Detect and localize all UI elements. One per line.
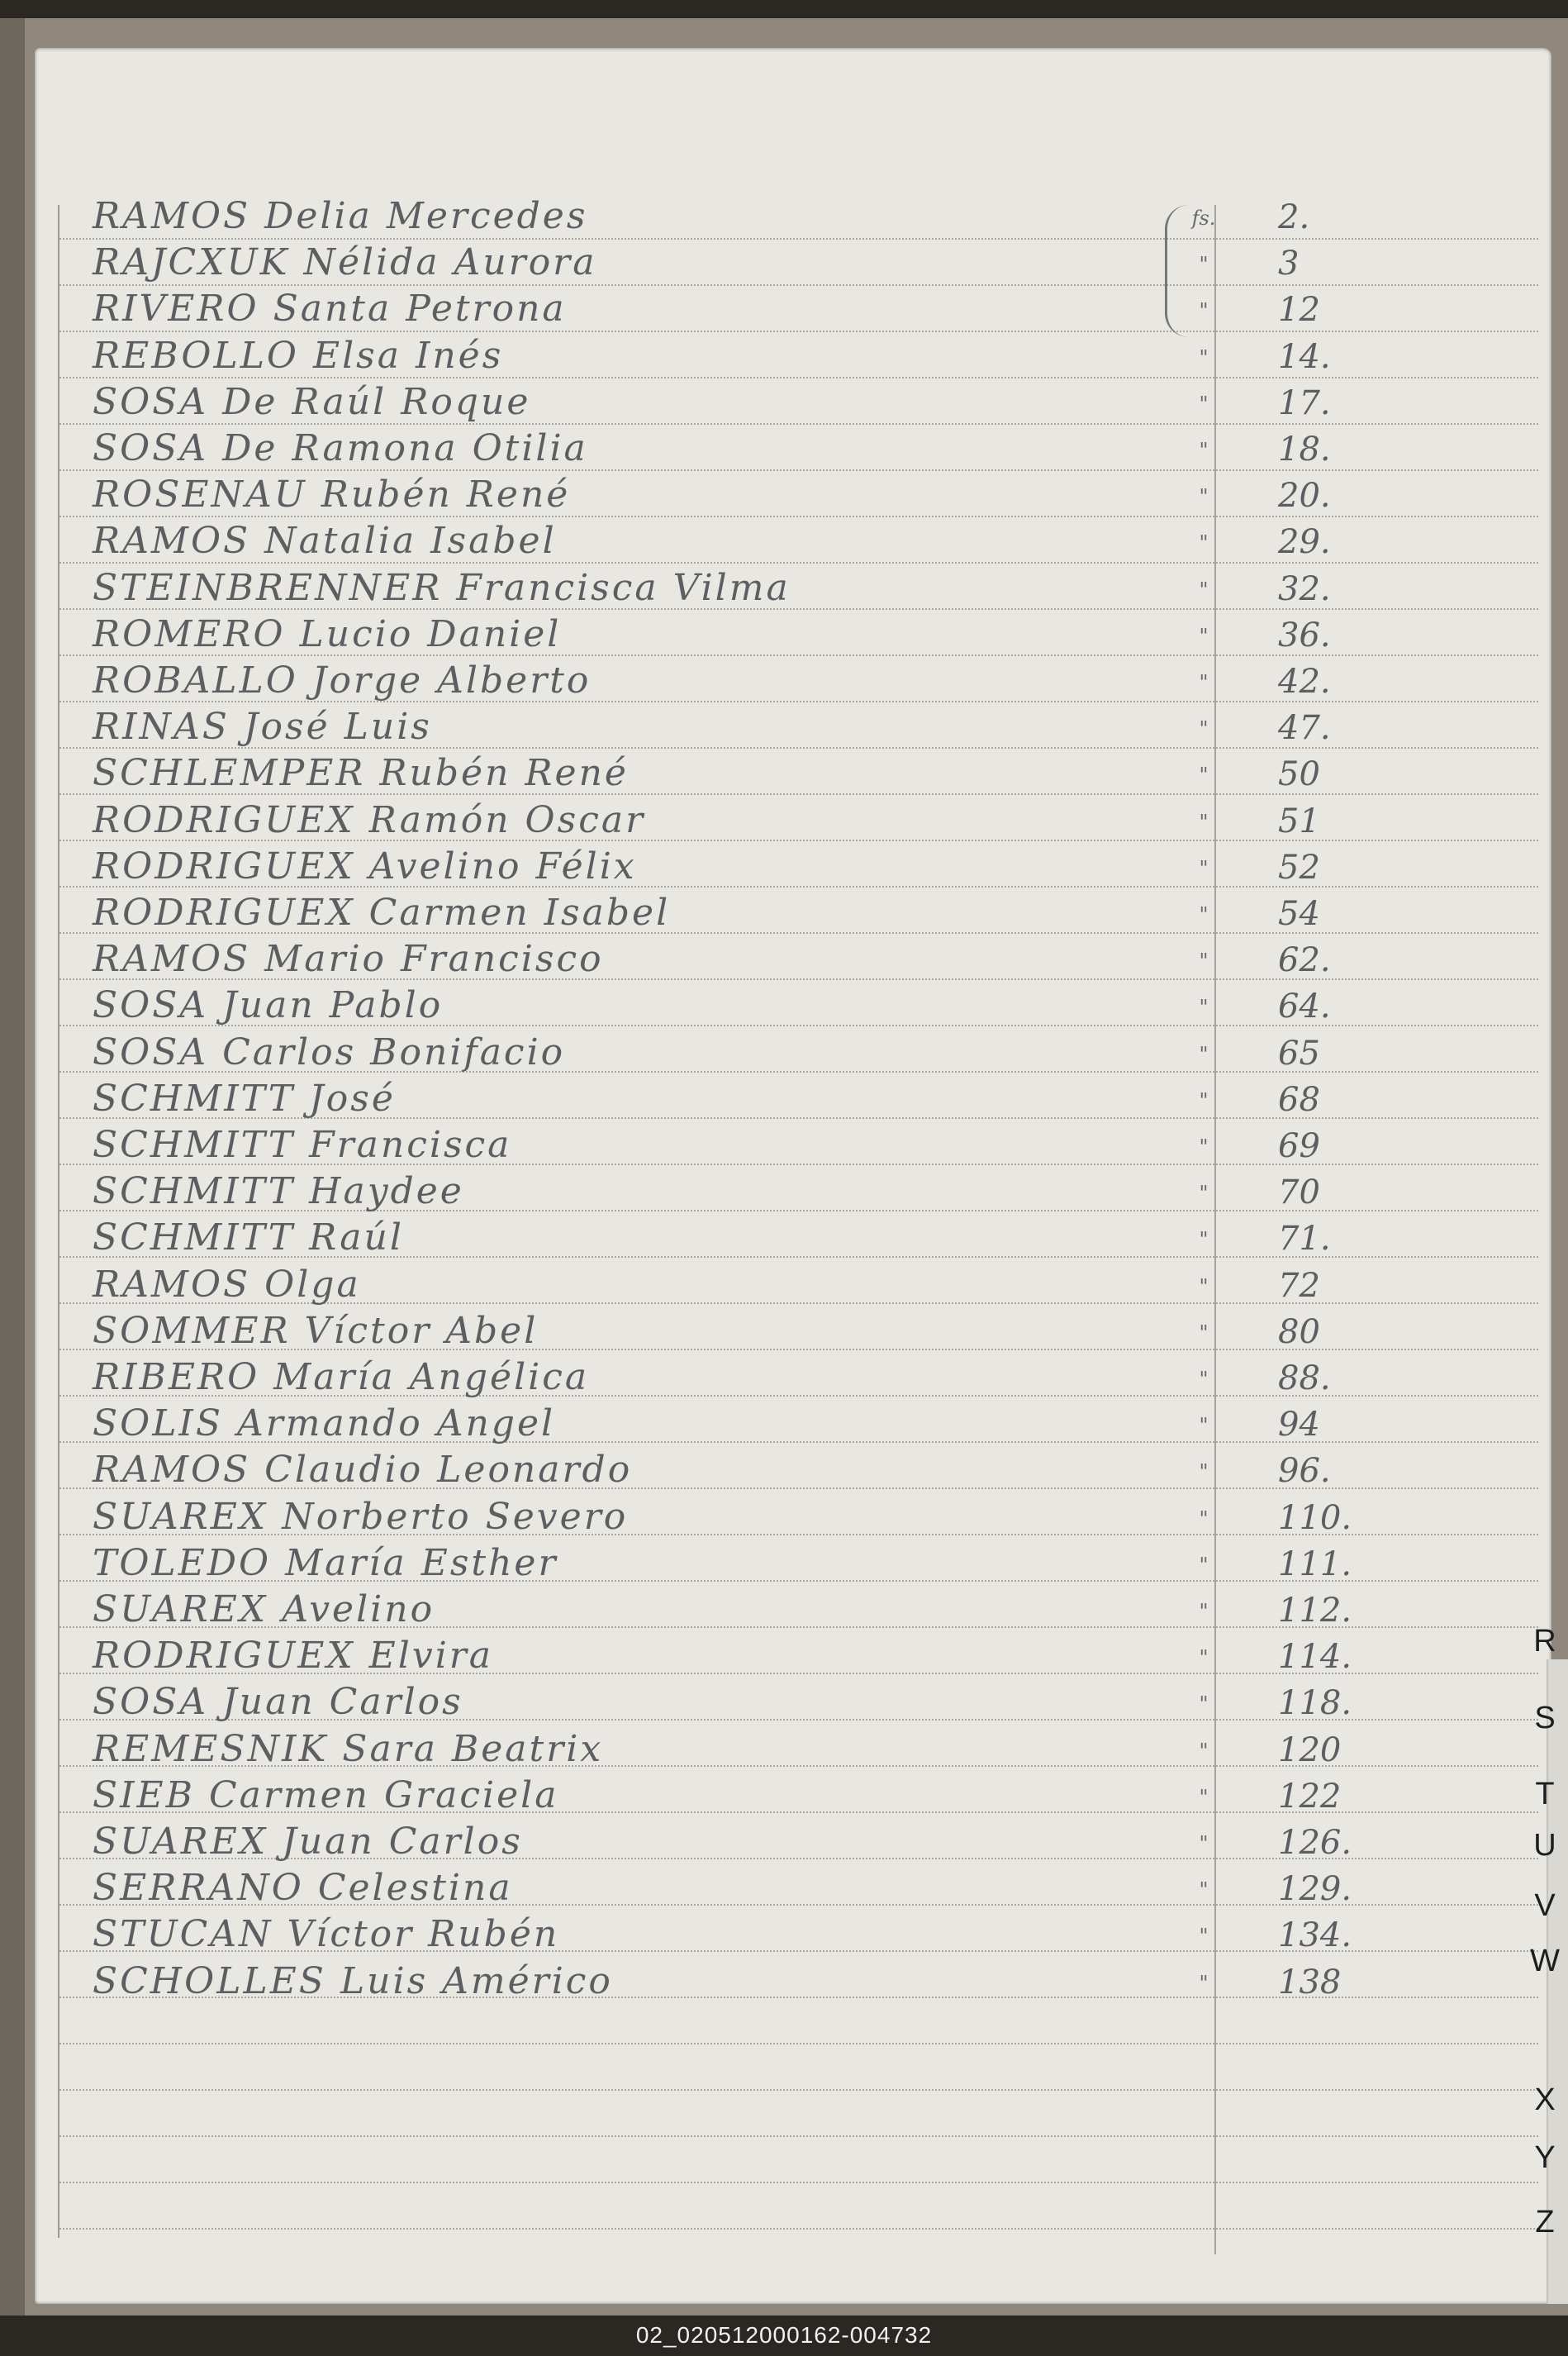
ruled-line (59, 423, 1538, 425)
entry-name: SERRANO Celestina (93, 1867, 513, 1910)
entry-name: RODRIGUEX Elvira (93, 1635, 494, 1678)
entry-folio-mark: " (1199, 1553, 1209, 1577)
entry-folio-mark: " (1199, 392, 1209, 416)
entry-folio-mark: " (1199, 1832, 1209, 1855)
entry-folio-mark: " (1199, 856, 1209, 880)
entry-name: RODRIGUEX Avelino Félix (93, 845, 637, 888)
index-letter-s[interactable]: S (1534, 1701, 1556, 1735)
entry-name: REMESNIK Sara Beatrix (93, 1727, 604, 1770)
ruled-line (59, 2182, 1538, 2183)
entry-folio-number: 112. (1278, 1592, 1352, 1630)
ruled-line (59, 2135, 1538, 2137)
ruled-line (59, 331, 1538, 332)
entry-folio-number: 80 (1278, 1312, 1320, 1351)
entry-folio-mark: " (1199, 578, 1209, 602)
entry-folio-mark: " (1199, 253, 1209, 277)
entry-name: RODRIGUEX Carmen Isabel (93, 892, 671, 934)
entry-folio-mark: " (1199, 671, 1209, 694)
entry-name: ROBALLO Jorge Alberto (93, 659, 592, 702)
entry-folio-mark: " (1199, 485, 1209, 509)
entry-folio-mark: " (1199, 1460, 1209, 1484)
entry-folio-number: 32. (1278, 569, 1331, 608)
index-letter-r[interactable]: R (1533, 1624, 1556, 1659)
entry-folio-number: 36. (1278, 616, 1331, 654)
margin-line (58, 205, 59, 2238)
index-letter-x[interactable]: X (1534, 2082, 1556, 2117)
entry-name: STEINBRENNER Francisca Vilma (93, 566, 791, 609)
entry-name: RAMOS Olga (93, 1263, 361, 1306)
ruled-line (59, 2043, 1538, 2044)
entry-folio-mark: fs. (1191, 207, 1216, 230)
entry-name: SOSA Juan Pablo (93, 984, 444, 1027)
entry-folio-mark: " (1199, 717, 1209, 741)
entry-name: RAMOS Claudio Leonardo (93, 1449, 633, 1492)
entry-folio-mark: " (1199, 1785, 1209, 1809)
entry-folio-number: 65 (1278, 1034, 1320, 1073)
entry-folio-number: 50 (1278, 755, 1320, 794)
entry-folio-number: 52 (1278, 848, 1320, 887)
entry-folio-number: 17. (1278, 383, 1331, 422)
entry-folio-mark: " (1199, 996, 1209, 1020)
entry-name: STUCAN Víctor Rubén (93, 1913, 560, 1956)
index-letter-t[interactable]: T (1535, 1777, 1555, 1811)
entry-folio-mark: " (1199, 810, 1209, 834)
ledger-page (35, 48, 1551, 2304)
ruled-line (59, 377, 1538, 378)
entry-folio-number: 138 (1278, 1963, 1342, 2001)
entry-folio-mark: " (1199, 1182, 1209, 1206)
entry-folio-mark: " (1199, 1414, 1209, 1438)
entry-folio-mark: " (1199, 1228, 1209, 1252)
entry-name: RIBERO María Angélica (93, 1356, 590, 1398)
entry-folio-mark: " (1199, 1971, 1209, 1995)
index-letter-w[interactable]: W (1530, 1944, 1560, 1978)
entry-folio-number: 88. (1278, 1359, 1331, 1397)
entry-folio-mark: " (1199, 1135, 1209, 1159)
entry-folio-mark: " (1199, 1042, 1209, 1066)
entry-folio-number: 12 (1278, 291, 1320, 330)
entry-folio-mark: " (1199, 1878, 1209, 1902)
entry-folio-number: 134. (1278, 1916, 1352, 1955)
entry-name: ROMERO Lucio Daniel (93, 612, 562, 655)
entry-folio-number: 114. (1278, 1638, 1352, 1677)
entry-folio-mark: " (1199, 1274, 1209, 1298)
entry-folio-mark: " (1199, 624, 1209, 648)
entry-folio-number: 94 (1278, 1406, 1320, 1445)
entry-name: SOMMER Víctor Abel (93, 1309, 539, 1352)
entry-folio-number: 42. (1278, 663, 1331, 701)
entry-folio-number: 120 (1278, 1730, 1342, 1769)
entry-folio-mark: " (1199, 439, 1209, 462)
entry-folio-mark: " (1199, 1692, 1209, 1716)
entry-name: RAJCXUK Nélida Aurora (93, 241, 597, 284)
entry-folio-number: 20. (1278, 477, 1331, 516)
entry-name: RODRIGUEX Ramón Oscar (93, 798, 646, 841)
entry-name: ROSENAU Rubén René (93, 474, 571, 516)
entry-folio-number: 68 (1278, 1080, 1320, 1119)
entry-name: SCHMITT Francisca (93, 1124, 512, 1166)
entry-folio-number: 126. (1278, 1824, 1352, 1862)
entry-name: REBOLLO Elsa Inés (93, 334, 504, 377)
entry-name: RIVERO Santa Petrona (93, 288, 567, 331)
entry-name: SOSA Juan Carlos (93, 1681, 463, 1724)
entry-folio-mark: " (1199, 531, 1209, 555)
entry-name: SIEB Carmen Graciela (93, 1773, 559, 1816)
entry-folio-mark: " (1199, 299, 1209, 323)
entry-folio-mark: " (1199, 1646, 1209, 1670)
ruled-line (59, 2089, 1538, 2091)
ruled-line (59, 516, 1538, 517)
entry-name: SOSA De Raúl Roque (93, 380, 531, 423)
entry-folio-number: 70 (1278, 1173, 1320, 1212)
entry-folio-number: 111. (1278, 1544, 1352, 1583)
entry-name: SOSA Carlos Bonifacio (93, 1030, 566, 1073)
entry-folio-mark: " (1199, 1925, 1209, 1949)
entry-name: TOLEDO María Esther (93, 1541, 558, 1584)
entry-folio-number: 51 (1278, 802, 1320, 840)
ruled-line (59, 469, 1538, 471)
entry-name: RAMOS Mario Francisco (93, 938, 604, 981)
entry-folio-number: 69 (1278, 1127, 1320, 1165)
entry-folio-mark: " (1199, 1506, 1209, 1530)
entry-name: SCHMITT Raúl (93, 1216, 404, 1259)
entry-folio-mark: " (1199, 764, 1209, 788)
entry-name: SUAREX Avelino (93, 1588, 435, 1630)
entry-folio-number: 14. (1278, 337, 1331, 376)
entry-name: SUAREX Norberto Severo (93, 1495, 629, 1538)
entry-name: SOSA De Ramona Otilia (93, 427, 588, 469)
entry-folio-mark: " (1199, 1739, 1209, 1763)
entry-folio-number: 64. (1278, 988, 1331, 1026)
entry-folio-number: 72 (1278, 1266, 1320, 1305)
index-letter-u[interactable]: U (1533, 1828, 1556, 1863)
index-letter-y[interactable]: Y (1534, 2140, 1556, 2175)
entry-folio-number: 96. (1278, 1452, 1331, 1491)
entry-folio-number: 71. (1278, 1220, 1331, 1259)
entry-folio-number: 54 (1278, 895, 1320, 933)
ruled-line (59, 284, 1538, 286)
entry-folio-number: 118. (1278, 1684, 1352, 1723)
entry-folio-number: 29. (1278, 523, 1331, 562)
entry-folio-mark: " (1199, 345, 1209, 369)
entry-folio-mark: " (1199, 1321, 1209, 1345)
entry-folio-number: 110. (1278, 1498, 1352, 1537)
entry-folio-number: 3 (1278, 245, 1300, 283)
entry-name: SCHMITT Haydee (93, 1170, 464, 1213)
entry-folio-mark: " (1199, 903, 1209, 926)
entry-folio-number: 122 (1278, 1777, 1342, 1816)
entry-name: RAMOS Natalia Isabel (93, 520, 557, 563)
entry-folio-number: 2. (1278, 198, 1310, 236)
index-letter-v[interactable]: V (1534, 1888, 1556, 1923)
entry-name: SUAREX Juan Carlos (93, 1821, 523, 1863)
entry-folio-number: 47. (1278, 709, 1331, 748)
entry-folio-number: 18. (1278, 431, 1331, 469)
entry-name: SCHLEMPER Rubén René (93, 752, 629, 795)
entry-folio-mark: " (1199, 1368, 1209, 1391)
entry-folio-mark: " (1199, 1600, 1209, 1623)
book-spine (0, 18, 25, 2316)
entry-name: RINAS José Luis (93, 706, 432, 749)
ruled-line (59, 2228, 1538, 2230)
entry-folio-number: 62. (1278, 941, 1331, 980)
entry-folio-mark: " (1199, 1088, 1209, 1112)
entry-name: RAMOS Delia Mercedes (93, 195, 588, 237)
entry-folio-mark: " (1199, 950, 1209, 973)
entry-name: SCHMITT José (93, 1077, 396, 1120)
ruled-line (59, 238, 1538, 240)
entry-name: SCHOLLES Luis Américo (93, 1959, 613, 2002)
entry-name: SOLIS Armando Angel (93, 1402, 556, 1445)
index-letter-z[interactable]: Z (1535, 2205, 1555, 2239)
image-caption: 02_020512000162-004732 (635, 2322, 933, 2348)
entry-folio-number: 129. (1278, 1870, 1352, 1909)
handwritten-bracket (1165, 205, 1189, 337)
